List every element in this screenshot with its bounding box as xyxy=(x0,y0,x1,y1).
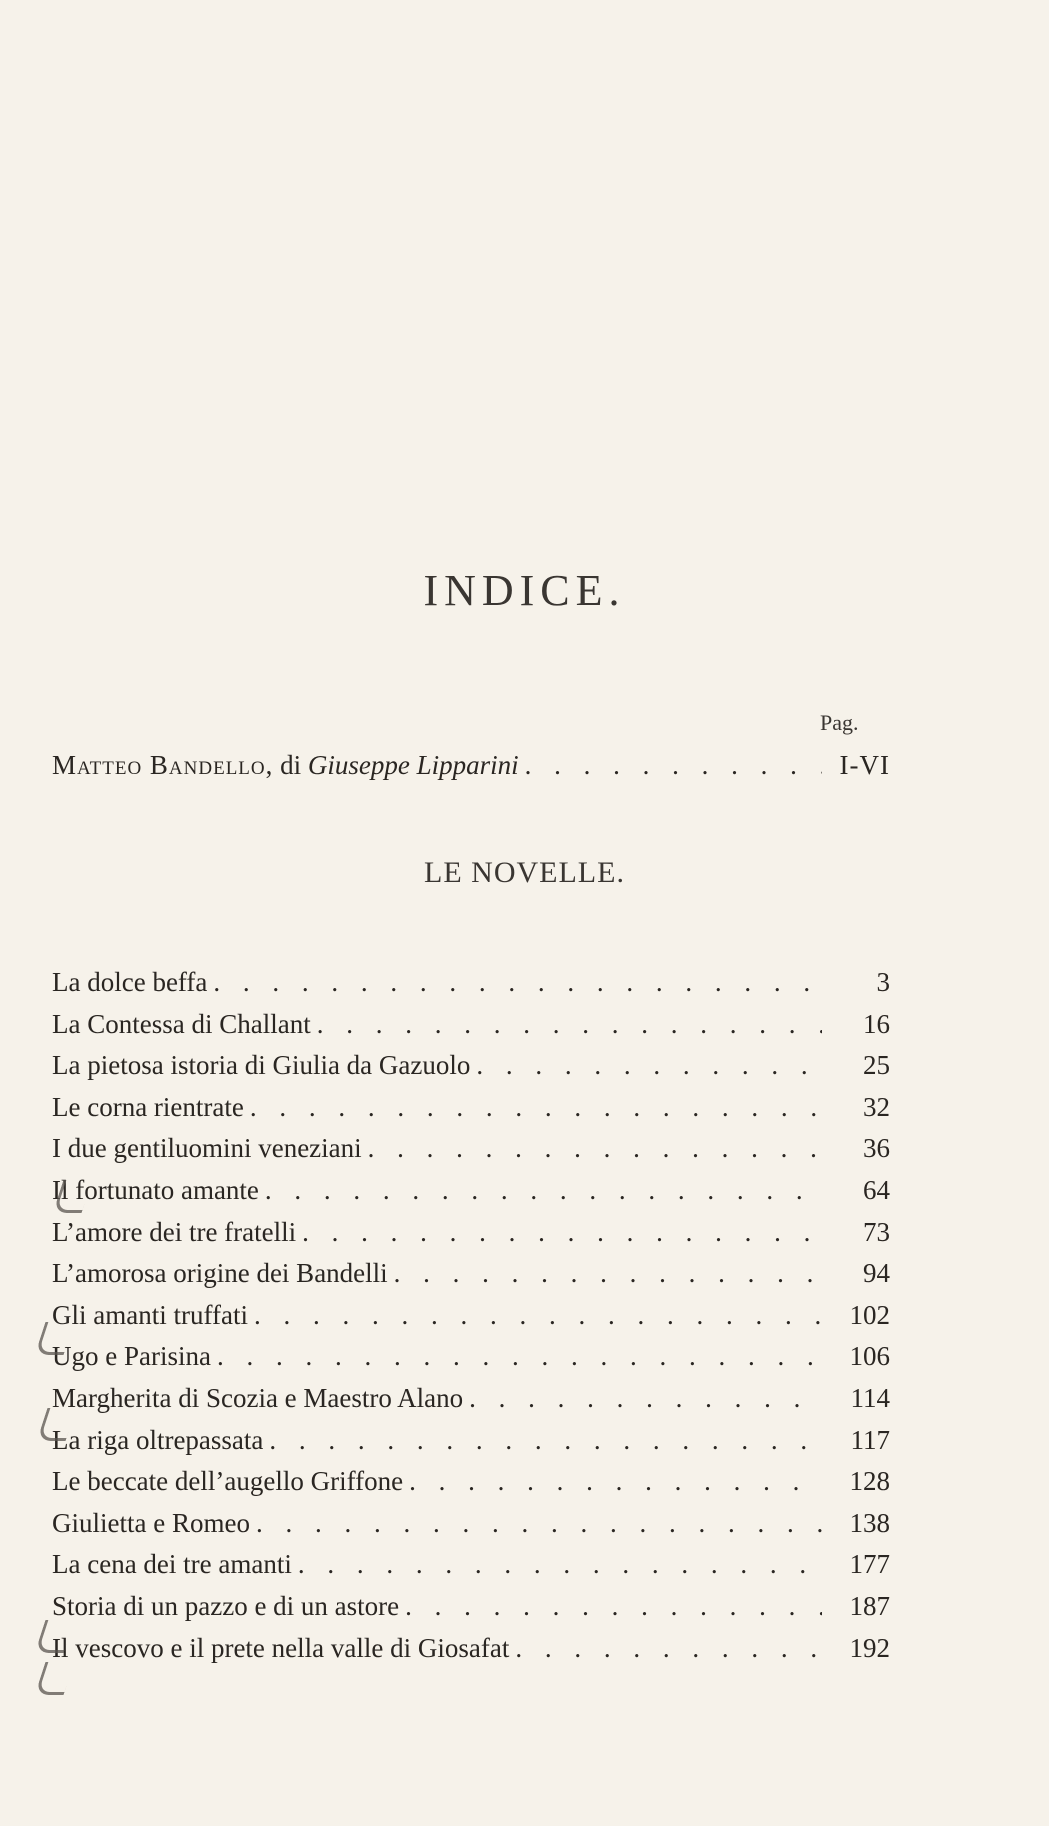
toc-entry-page-number: 128 xyxy=(849,1466,890,1497)
toc-entry[interactable] xyxy=(52,1461,890,1501)
toc-entry-page-number: 138 xyxy=(849,1507,890,1538)
toc-entry[interactable] xyxy=(52,1128,890,1168)
dot-leader xyxy=(409,1461,822,1501)
intro-di: di xyxy=(280,750,302,780)
toc-entry-page-number: 25 xyxy=(863,1050,890,1081)
toc-entry-title: Giulietta e Romeo xyxy=(52,1507,250,1538)
toc-entry-title: Le corna rientrate xyxy=(52,1091,244,1122)
toc-entry-page-number: 192 xyxy=(849,1632,890,1663)
toc-entry-title: Il fortunato amante xyxy=(52,1175,259,1205)
dot-leader xyxy=(476,1045,822,1085)
toc-entry[interactable] xyxy=(52,1087,890,1127)
section-title: LE NOVELLE. xyxy=(424,856,625,889)
toc-entry[interactable] xyxy=(52,1336,890,1376)
toc-entry[interactable] xyxy=(52,1503,890,1543)
toc-entry-title: La cena dei tre amanti xyxy=(52,1549,292,1580)
toc-entry-page-number: 177 xyxy=(849,1549,890,1580)
toc-entry[interactable] xyxy=(52,1378,890,1418)
toc-entry[interactable] xyxy=(52,1004,890,1044)
toc-entry-title: Margherita di Scozia e Maestro Alano xyxy=(52,1383,464,1413)
toc-entry-title: L’amorosa origine dei Bandelli xyxy=(52,1258,388,1289)
margin-mark-icon xyxy=(35,1662,75,1695)
toc-entry-title: Le beccate dell’augello Griffone xyxy=(52,1466,404,1497)
dot-leader xyxy=(302,1212,822,1252)
page-column-label: Pag. xyxy=(820,710,859,735)
toc-entry-page-number: 64 xyxy=(863,1175,890,1205)
dot-leader xyxy=(394,1253,822,1293)
dot-leader xyxy=(469,1378,822,1418)
dot-leader xyxy=(515,1628,822,1668)
dot-leader xyxy=(298,1544,822,1584)
dot-leader xyxy=(250,1087,822,1127)
toc-entry-title: La dolce beffa xyxy=(52,967,208,997)
toc-entry[interactable] xyxy=(52,1544,890,1584)
dot-leader xyxy=(256,1503,822,1543)
toc-entry-page-number: 3 xyxy=(876,967,890,997)
page-title: INDICE. xyxy=(423,566,626,615)
toc-entry[interactable] xyxy=(52,1253,890,1293)
toc-entry-title: L’amore dei tre fratelli xyxy=(52,1216,297,1247)
toc-entry-title: Ugo e Parisina xyxy=(52,1341,211,1372)
dot-leader xyxy=(525,745,822,785)
toc-entry-title: Il vescovo e il prete nella valle di Giosafat xyxy=(52,1632,510,1663)
toc-entry-title: La Contessa di Challant xyxy=(52,1008,311,1039)
intro-author: Giuseppe Lipparini xyxy=(307,750,519,780)
toc-entry[interactable] xyxy=(52,1628,890,1668)
toc-entry-page-number: 32 xyxy=(863,1091,890,1122)
toc-intro-row[interactable] xyxy=(52,745,890,785)
toc-entry-page-number: 117 xyxy=(850,1424,890,1455)
dot-leader xyxy=(405,1586,822,1626)
toc-entry-page-number: 102 xyxy=(849,1299,890,1330)
dot-leader xyxy=(368,1128,822,1168)
dot-leader xyxy=(254,1295,822,1335)
toc-entry-page-number: 36 xyxy=(863,1133,890,1164)
intro-page-number: I-VI xyxy=(839,750,890,780)
toc-entry-title: I due gentiluomini veneziani xyxy=(52,1133,362,1164)
toc-entry-page-number: 106 xyxy=(849,1341,890,1372)
toc-entry[interactable] xyxy=(52,1586,890,1626)
toc-entry[interactable] xyxy=(52,1212,890,1252)
toc-entry-title: Gli amanti truffati xyxy=(52,1299,248,1330)
intro-name: Matteo Bandello, xyxy=(52,750,274,780)
toc-entry-page-number: 73 xyxy=(863,1216,890,1247)
dot-leader xyxy=(217,1336,822,1376)
toc-entry[interactable] xyxy=(52,1295,890,1335)
toc-entry-title: La pietosa istoria di Giulia da Gazuolo xyxy=(52,1050,471,1081)
toc-entry-title: Storia di un pazzo e di un astore xyxy=(52,1591,400,1621)
toc-entry[interactable] xyxy=(52,1420,890,1460)
dot-leader xyxy=(269,1420,822,1460)
toc-entry-page-number: 16 xyxy=(863,1008,890,1039)
toc-entry-page-number: 187 xyxy=(849,1591,890,1621)
toc-entry-page-number: 94 xyxy=(863,1258,890,1289)
dot-leader xyxy=(265,1170,822,1210)
toc-entry[interactable] xyxy=(52,1045,890,1085)
dot-leader xyxy=(317,1004,822,1044)
dot-leader xyxy=(213,962,822,1002)
toc-entry-page-number: 114 xyxy=(850,1383,890,1413)
toc-entry[interactable] xyxy=(52,962,890,1002)
toc-entry-title: La riga oltrepassata xyxy=(52,1424,264,1455)
toc-entry[interactable] xyxy=(52,1170,890,1210)
